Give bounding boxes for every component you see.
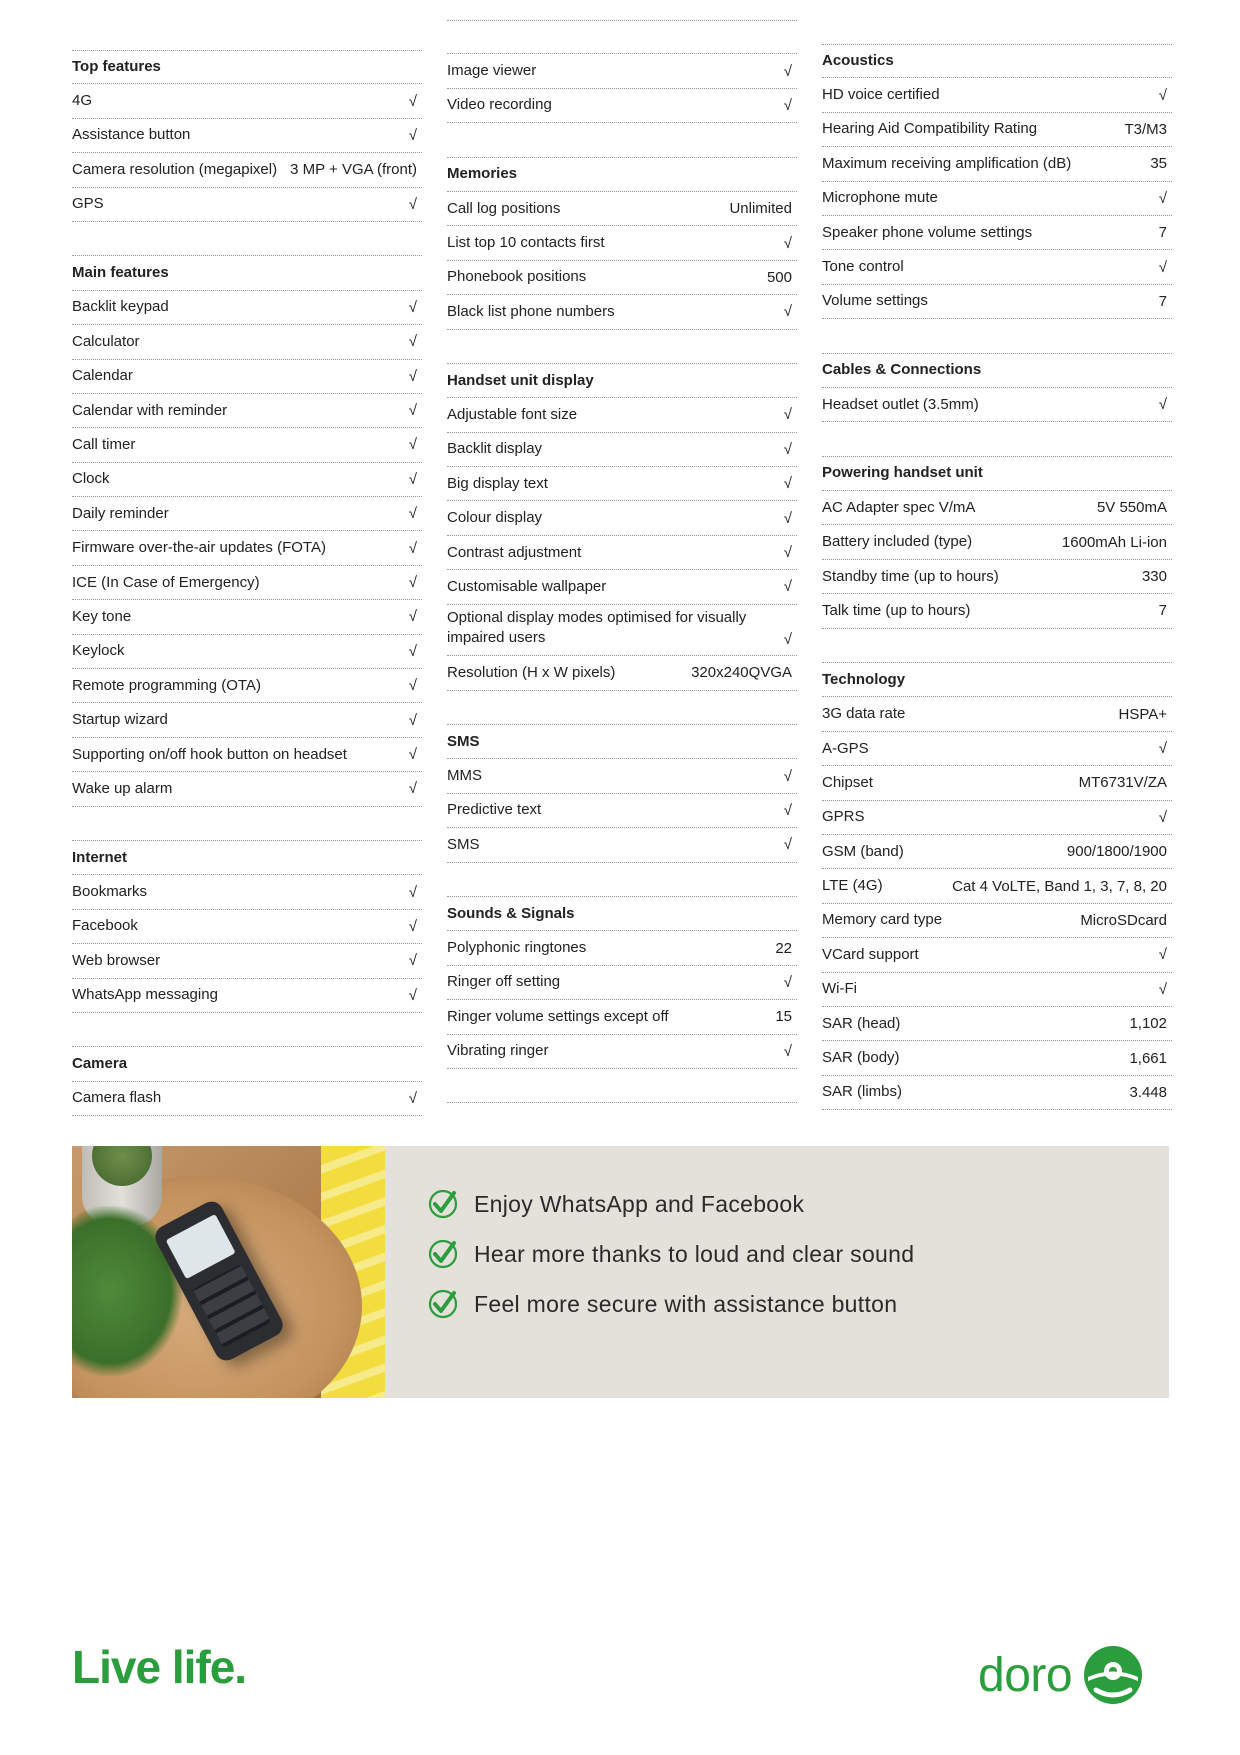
- spec-row: [72, 703, 422, 737]
- spec-label: MMS: [447, 767, 482, 785]
- checkmark-value: √: [408, 126, 417, 144]
- spec-label: Backlit keypad: [72, 298, 169, 316]
- spec-row: [72, 1082, 422, 1116]
- checkmark-value: √: [1158, 189, 1167, 207]
- spec-label: 3G data rate: [822, 705, 906, 723]
- spec-label: Startup wizard: [72, 711, 168, 729]
- spec-value: HSPA+: [1118, 705, 1167, 723]
- check-icon: [428, 1239, 458, 1269]
- spec-value: MicroSDcard: [1080, 911, 1167, 929]
- spec-row: [447, 398, 797, 432]
- spec-label: Polyphonic ringtones: [447, 939, 587, 957]
- spec-label: Backlit display: [447, 440, 543, 458]
- section-title: Main features: [72, 264, 169, 282]
- checkmark-value: √: [783, 544, 792, 562]
- spec-value: Cat 4 VoLTE, Band 1, 3, 7, 8, 20: [952, 877, 1167, 895]
- checkmark-value: √: [408, 402, 417, 420]
- spec-row: [72, 497, 422, 531]
- spec-label: Hearing Aid Compatibility Rating: [822, 120, 1038, 138]
- section-header: [72, 256, 422, 290]
- spec-row: [822, 938, 1172, 972]
- section-header: [822, 354, 1172, 388]
- slogan: Live life.: [72, 1641, 247, 1693]
- spec-row: [822, 285, 1172, 319]
- checkmark-value: √: [408, 1089, 417, 1107]
- spec-row: [447, 192, 797, 226]
- checkmark-value: √: [1158, 740, 1167, 757]
- doro-logo-icon: [1082, 1644, 1144, 1706]
- checkmark-value: √: [408, 780, 417, 798]
- spec-label: LTE (4G): [822, 877, 883, 895]
- spec-value: 7: [1158, 224, 1167, 242]
- checkmark-value: √: [783, 440, 792, 458]
- spec-row: [447, 656, 797, 690]
- spec-column-1: [72, 50, 422, 1116]
- section-header: [822, 457, 1172, 491]
- spec-label: Vibrating ringer: [447, 1042, 549, 1060]
- checkmark-value: √: [408, 436, 417, 454]
- spec-value: 1,661: [1129, 1049, 1167, 1067]
- spec-row: [822, 904, 1172, 938]
- checkmark-value: √: [408, 470, 417, 488]
- checkmark-value: √: [408, 677, 417, 695]
- spacer-row: [447, 123, 797, 157]
- checkmark-value: √: [1158, 980, 1167, 998]
- spec-label: Camera flash: [72, 1089, 162, 1107]
- checkmark-value: √: [783, 406, 792, 424]
- spec-row: [72, 875, 422, 909]
- checkmark-value: √: [408, 883, 417, 901]
- checkmark-value: √: [408, 711, 417, 729]
- spec-label: Wake up alarm: [72, 779, 173, 797]
- spec-row: [72, 669, 422, 703]
- spec-row: [72, 325, 422, 359]
- spacer-row: [447, 1069, 797, 1103]
- spec-row: [822, 525, 1172, 559]
- spec-value: 3.448: [1129, 1083, 1167, 1101]
- checkmark-value: √: [408, 195, 417, 213]
- checkmark-value: √: [408, 367, 417, 385]
- spec-label: Bookmarks: [72, 883, 148, 901]
- checkmark-value: √: [1158, 946, 1167, 964]
- checkmark-value: √: [408, 539, 417, 557]
- spec-row: [72, 428, 422, 462]
- spec-row: [447, 467, 797, 501]
- spec-label: SAR (body): [822, 1049, 900, 1067]
- spec-row: [72, 738, 422, 772]
- check-icon: [428, 1189, 458, 1219]
- checkmark-value: √: [783, 1042, 792, 1060]
- checkmark-value: √: [408, 917, 417, 935]
- spacer-row: [72, 222, 422, 256]
- spec-row: [447, 54, 797, 88]
- spec-row: [447, 966, 797, 1000]
- checkmark-value: √: [1158, 808, 1167, 826]
- spec-label: Ringer volume settings except off: [447, 1007, 669, 1025]
- checkmark-value: √: [408, 986, 417, 1004]
- checkmark-value: √: [408, 952, 417, 970]
- spec-row: [822, 973, 1172, 1007]
- spec-label: Talk time (up to hours): [822, 601, 971, 619]
- checkmark-value: √: [783, 303, 792, 321]
- spec-label: Image viewer: [447, 62, 537, 80]
- spacer-row: [447, 863, 797, 897]
- checkmark-value: √: [783, 475, 792, 493]
- checkmark-value: √: [408, 642, 417, 660]
- spec-label: Key tone: [72, 607, 132, 625]
- spec-label: GPRS: [822, 808, 865, 826]
- spec-row: [72, 979, 422, 1013]
- spec-label: Headset outlet (3.5mm): [822, 395, 979, 413]
- spec-column-2: [447, 20, 797, 1103]
- spec-row: [822, 250, 1172, 284]
- spec-row: [447, 536, 797, 570]
- checkmark-value: √: [783, 234, 792, 252]
- section-header: [447, 364, 797, 398]
- spec-label: Clock: [72, 470, 110, 488]
- spec-row: [72, 394, 422, 428]
- spec-row: [447, 828, 797, 862]
- spec-label: SMS: [447, 835, 480, 853]
- spec-row: [822, 766, 1172, 800]
- spec-label: AC Adapter spec V/mA: [822, 498, 976, 516]
- checkmark-value: √: [408, 92, 417, 110]
- section-title: Handset unit display: [447, 371, 594, 389]
- spec-row: [72, 635, 422, 669]
- spec-label: Chipset: [822, 773, 873, 791]
- section-title: Acoustics: [822, 51, 894, 69]
- checkmark-value: √: [783, 509, 792, 527]
- checkmark-value: √: [408, 608, 417, 626]
- check-icon: [428, 1289, 458, 1319]
- spec-label: GPS: [72, 195, 104, 213]
- checkmark-value: √: [783, 96, 792, 114]
- spec-row: [447, 433, 797, 467]
- section-title: Powering handset unit: [822, 464, 983, 482]
- feature-banner: [72, 1146, 1169, 1398]
- spec-label: Remote programming (OTA): [72, 676, 261, 694]
- spec-value: 320x240QVGA: [691, 664, 792, 682]
- section-header: [72, 50, 422, 84]
- spacer-row: [447, 330, 797, 364]
- spec-label: Daily reminder: [72, 504, 169, 522]
- spec-row: [72, 566, 422, 600]
- banner-bullet-3: [428, 1286, 897, 1322]
- spec-row: [822, 869, 1172, 903]
- spec-row: [822, 113, 1172, 147]
- spec-value: 1,102: [1129, 1015, 1167, 1033]
- spec-column-3: [822, 44, 1172, 1110]
- checkmark-value: √: [783, 973, 792, 991]
- spacer-row: [447, 691, 797, 725]
- spec-label: Maximum receiving amplification (dB): [822, 154, 1072, 172]
- spec-value: 7: [1158, 292, 1167, 310]
- spec-label: Black list phone numbers: [447, 302, 615, 320]
- spec-label: SAR (limbs): [822, 1083, 903, 1101]
- spec-value: T3/M3: [1124, 120, 1167, 138]
- banner-bullet-text: Hear more thanks to loud and clear sound: [474, 1240, 915, 1267]
- spec-row: [72, 772, 422, 806]
- spec-label: Call log positions: [447, 199, 561, 217]
- spec-label: Web browser: [72, 951, 161, 969]
- section-title: Camera: [72, 1055, 128, 1073]
- brand-wordmark: doro: [978, 1648, 1073, 1702]
- section-header: [447, 897, 797, 931]
- spec-row: [72, 531, 422, 565]
- spec-value: 7: [1158, 602, 1167, 620]
- spec-label: Battery included (type): [822, 533, 973, 551]
- spec-label: Supporting on/off hook button on headset: [72, 745, 347, 763]
- spec-label: WhatsApp messaging: [72, 986, 218, 1004]
- spec-row: [72, 119, 422, 153]
- spec-row: [72, 360, 422, 394]
- spec-label: Memory card type: [822, 911, 943, 929]
- section-title: Sounds & Signals: [447, 904, 575, 922]
- section-header: [822, 663, 1172, 697]
- spec-row: [447, 794, 797, 828]
- section-header: [447, 725, 797, 759]
- spec-label: Calendar with reminder: [72, 401, 228, 419]
- product-photo: [72, 1146, 385, 1398]
- spec-value: 1600mAh Li-ion: [1061, 533, 1167, 551]
- spec-row: [447, 570, 797, 604]
- spec-label: HD voice certified: [822, 86, 940, 104]
- spec-row: [822, 1007, 1172, 1041]
- spec-row: [447, 295, 797, 329]
- spec-row: [822, 1041, 1172, 1075]
- spec-row: [822, 147, 1172, 181]
- spec-label: Microphone mute: [822, 189, 938, 207]
- spec-row: [822, 801, 1172, 835]
- spec-label: Predictive text: [447, 801, 542, 819]
- checkmark-value: √: [408, 333, 417, 351]
- checkmark-value: √: [783, 836, 792, 854]
- checkmark-value: √: [408, 574, 417, 592]
- spec-row: [822, 594, 1172, 628]
- brand-logo: [978, 1640, 1144, 1710]
- spec-row: [822, 835, 1172, 869]
- spec-label: Wi-Fi: [822, 980, 857, 998]
- spec-row: [447, 226, 797, 260]
- spec-value: 3 MP + VGA (front): [290, 161, 417, 179]
- spec-row: [447, 931, 797, 965]
- spec-label: Keylock: [72, 642, 125, 660]
- spec-label: Contrast adjustment: [447, 543, 582, 561]
- spec-label: Ringer off setting: [447, 973, 561, 991]
- spec-label: VCard support: [822, 945, 919, 963]
- spec-row: [72, 84, 422, 118]
- spec-row: [447, 1000, 797, 1034]
- section-title: Top features: [72, 57, 161, 75]
- spec-row: [822, 1076, 1172, 1110]
- checkmark-value: √: [408, 298, 417, 316]
- spec-label: Resolution (H x W pixels): [447, 663, 616, 681]
- spec-value: 15: [775, 1008, 792, 1026]
- spec-value: 500: [766, 268, 792, 286]
- spec-row: [72, 463, 422, 497]
- spec-row: [72, 153, 422, 187]
- banner-bullet-2: [428, 1236, 914, 1272]
- spec-label: Phonebook positions: [447, 268, 587, 286]
- spec-row: [72, 944, 422, 978]
- section-header: [72, 1047, 422, 1081]
- spec-label: Adjustable font size: [447, 405, 578, 423]
- checkmark-value: √: [783, 62, 792, 80]
- section-title: Memories: [447, 165, 518, 183]
- spec-label: Firmware over-the-air updates (FOTA): [72, 539, 326, 557]
- spec-row: [822, 560, 1172, 594]
- spacer-row: [822, 629, 1172, 663]
- spec-row: [822, 697, 1172, 731]
- checkmark-value: √: [783, 767, 792, 785]
- spec-label: Tone control: [822, 258, 904, 276]
- section-title: Internet: [72, 848, 128, 866]
- section-header: [822, 44, 1172, 78]
- spec-label: Customisable wallpaper: [447, 577, 607, 595]
- checkmark-value: √: [783, 631, 792, 649]
- spec-value: 22: [775, 939, 792, 957]
- spec-label: Assistance button: [72, 126, 191, 144]
- spec-label: Volume settings: [822, 292, 928, 310]
- spec-label: Standby time (up to hours): [822, 567, 999, 585]
- spec-value: MT6731V/ZA: [1078, 774, 1167, 792]
- checkmark-value: √: [408, 505, 417, 523]
- spec-value: Unlimited: [729, 200, 792, 218]
- spacer-row: [72, 1013, 422, 1047]
- spec-label: Video recording: [447, 96, 552, 114]
- spec-row: [822, 78, 1172, 112]
- phone-screen: [166, 1214, 236, 1279]
- spec-row: [822, 388, 1172, 422]
- section-header: [447, 158, 797, 192]
- spec-label: List top 10 contacts first: [447, 234, 605, 252]
- spec-row: [822, 732, 1172, 766]
- spec-value: 900/1800/1900: [1066, 843, 1167, 861]
- spec-value: 35: [1150, 155, 1167, 173]
- checkmark-value: √: [1158, 86, 1167, 104]
- spec-label: Camera resolution (megapixel): [72, 160, 278, 178]
- section-title: Cables & Connections: [822, 361, 982, 379]
- section-title: Technology: [822, 670, 906, 688]
- spec-row: [447, 501, 797, 535]
- spec-row: [447, 759, 797, 793]
- checkmark-value: √: [408, 746, 417, 763]
- spec-row: [822, 182, 1172, 216]
- spec-label: 4G: [72, 92, 93, 110]
- banner-bullet-text: Feel more secure with assistance button: [474, 1290, 898, 1317]
- section-title: SMS: [447, 732, 480, 750]
- spec-label: Calculator: [72, 332, 140, 350]
- spec-label: Facebook: [72, 917, 138, 935]
- spec-label: Call timer: [72, 435, 136, 453]
- spacer-row: [822, 319, 1172, 353]
- spec-row: [447, 605, 797, 657]
- spacer-row: [72, 807, 422, 841]
- spec-value: 330: [1141, 568, 1167, 586]
- spec-label: Speaker phone volume settings: [822, 223, 1033, 241]
- banner-bullet-1: [428, 1186, 804, 1222]
- spec-row: [447, 89, 797, 123]
- spacer-row: [822, 422, 1172, 456]
- spec-row: [822, 216, 1172, 250]
- checkmark-value: √: [1158, 396, 1167, 414]
- spec-row: [447, 1035, 797, 1069]
- banner-bullet-text: Enjoy WhatsApp and Facebook: [474, 1190, 805, 1217]
- checkmark-value: √: [783, 801, 792, 819]
- spec-row: [72, 600, 422, 634]
- spec-row: [72, 188, 422, 222]
- spec-label: ICE (In Case of Emergency): [72, 573, 260, 591]
- section-header: [72, 841, 422, 875]
- spec-value: 5V 550mA: [1096, 499, 1167, 517]
- spec-label: Optional display modes optimised for visually impaired users: [447, 609, 747, 647]
- spec-label: A-GPS: [822, 739, 869, 757]
- spec-row: [822, 491, 1172, 525]
- spec-label: Big display text: [447, 474, 548, 492]
- spec-row: [72, 291, 422, 325]
- spec-label: Calendar: [72, 367, 133, 385]
- spec-label: GSM (band): [822, 842, 904, 860]
- spec-label: Colour display: [447, 509, 543, 527]
- spec-row: [447, 261, 797, 295]
- spec-row: [72, 910, 422, 944]
- checkmark-value: √: [783, 578, 792, 596]
- spec-label: SAR (head): [822, 1014, 901, 1032]
- spacer-row: [447, 20, 797, 54]
- checkmark-value: √: [1158, 258, 1167, 276]
